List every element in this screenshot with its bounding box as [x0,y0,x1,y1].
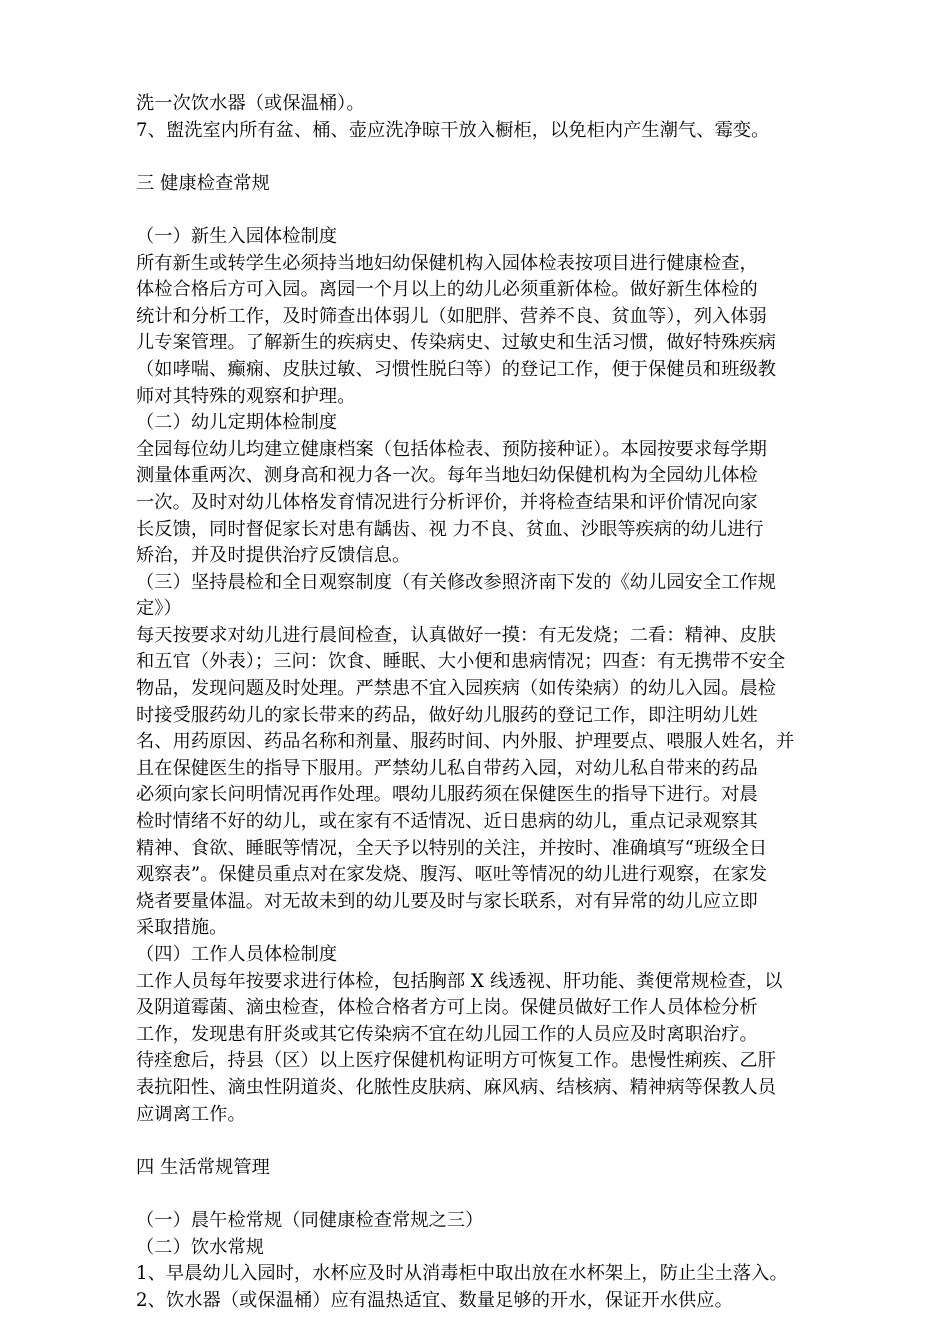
text-line: 且在保健医生的指导下服用。严禁幼儿私自带药入园，对幼儿私自带来的药品 [136,757,758,779]
text-line: 名、用药原因、药品名称和剂量、服药时间、内外服、护理要点、喂服人姓名，并 [136,731,795,753]
text-line: 物品，发现问题及时处理。严禁患不宜入园疾病（如传染病）的幼儿入园。晨检 [136,678,777,700]
text-line: 待痊愈后，持县（区）以上医疗保健机构证明方可恢复工作。患慢性痢疾、乙肝 [136,1050,777,1072]
text-line: 体检合格后方可入园。离园一个月以上的幼儿必须重新体检。做好新生体检的 [136,279,758,301]
text-line: 及阴道霉菌、滴虫检查，体检合格者方可上岗。保健员做好工作人员体检分析 [136,997,758,1019]
text-line: 一次。及时对幼儿体格发育情况进行分析评价，并将检查结果和评价情况向家 [136,491,758,513]
text-line: 必须向家长问明情况再作处理。喂幼儿服药须在保健医生的指导下进行。对晨 [136,784,758,806]
text-line: 精神、食欲、睡眠等情况，全天予以特别的关注，并按时、准确填写“班级全日 [136,837,768,859]
document-page [136,91,896,1314]
text-line: 测量体重两次、测身高和视力各一次。每年当地妇幼保健机构为全园幼儿体检 [136,465,758,487]
text-line: 检时情绪不好的幼儿，或在家有不适情况、近日患病的幼儿，重点记录观察其 [136,811,758,833]
text-line: 采取措施。 [136,917,228,939]
text-line: 工作人员每年按要求进行体检，包括胸部 X 线透视、肝功能、粪便常规检查，以 [136,970,783,992]
section-heading: 四 生活常规管理 [136,1156,270,1178]
text-line: 定》） [136,598,182,620]
text-line: 统计和分析工作，及时筛查出体弱儿（如肥胖、营养不良、贫血等），列入体弱 [136,305,767,327]
blank-line [136,144,896,171]
text-line: 洗一次饮水器（或保温桶）。 [136,93,365,114]
text-line: 应调离工作。 [136,1103,246,1125]
blank-line [136,1181,896,1208]
text-line: 所有新生或转学生必须持当地妇幼保健机构入园体检表按项目进行健康检查， [136,252,758,274]
blank-line [136,197,896,224]
text-line: 全园每位幼儿均建立健康档案（包括体检表、预防接种证）。本园按要求每学期 [136,438,767,460]
text-line: 表抗阳性、滴虫性阴道炎、化脓性皮肤病、麻风病、结核病、精神病等保教人员 [136,1076,777,1098]
subsection-heading: （一）晨午检常规（同健康检查常规之三） [136,1209,484,1231]
text-line: 矫治，并及时提供治疗反馈信息。 [136,545,411,567]
text-line: 观察表”。保健员重点对在家发烧、腹泻、呕吐等情况的幼儿进行观察，在家发 [136,864,768,886]
subsection-heading: （一）新生入园体检制度 [136,225,338,247]
text-line: 工作，发现患有肝炎或其它传染病不宜在幼儿园工作的人员应及时离职治疗。 [136,1023,758,1045]
text-line: 烧者要量体温。对无故未到的幼儿要及时与家长联系，对有异常的幼儿应立即 [136,890,758,912]
text-line: 和五官（外表）；三问：饮食、睡眠、大小便和患病情况；四查：有无携带不安全 [136,651,786,673]
text-line: 7、盥洗室内所有盆、桶、壶应洗净晾干放入橱柜，以免柜内产生潮气、霉变。 [136,119,770,141]
subsection-heading: （四）工作人员体检制度 [136,944,338,965]
text-line: 每天按要求对幼儿进行晨间检查，认真做好一摸：有无发烧；二看：精神、皮肤 [136,624,777,646]
text-line: 2、饮水器（或保温桶）应有温热适宜、数量足够的开水，保证开水供应。 [136,1289,733,1311]
blank-line [136,1128,896,1155]
section-heading: 三 健康检查常规 [136,172,270,194]
text-line: 时接受服药幼儿的家长带来的药品，做好幼儿服药的登记工作，即注明幼儿姓 [136,704,758,726]
text-line: 1、早晨幼儿入园时，水杯应及时从消毒柜中取出放在水杯架上，防止尘土落入。 [136,1263,788,1285]
text-line: （如哮喘、癫痫、皮肤过敏、习惯性脱臼等）的登记工作，便于保健员和班级教 [136,358,777,380]
text-line: 师对其特殊的观察和护理。 [136,385,356,407]
subsection-heading: （二）幼儿定期体检制度 [136,412,338,434]
text-line: 长反馈，同时督促家长对患有龋齿、视 力不良、贫血、沙眼等疾病的幼儿进行 [136,518,764,540]
text-line: 儿专案管理。了解新生的疾病史、传染病史、过敏史和生活习惯，做好特殊疾病 [136,332,777,354]
subsection-heading: （三）坚持晨检和全日观察制度（有关修改参照济南下发的《幼儿园安全工作规 [136,571,777,593]
subsection-heading: （二）饮水常规 [136,1236,265,1258]
